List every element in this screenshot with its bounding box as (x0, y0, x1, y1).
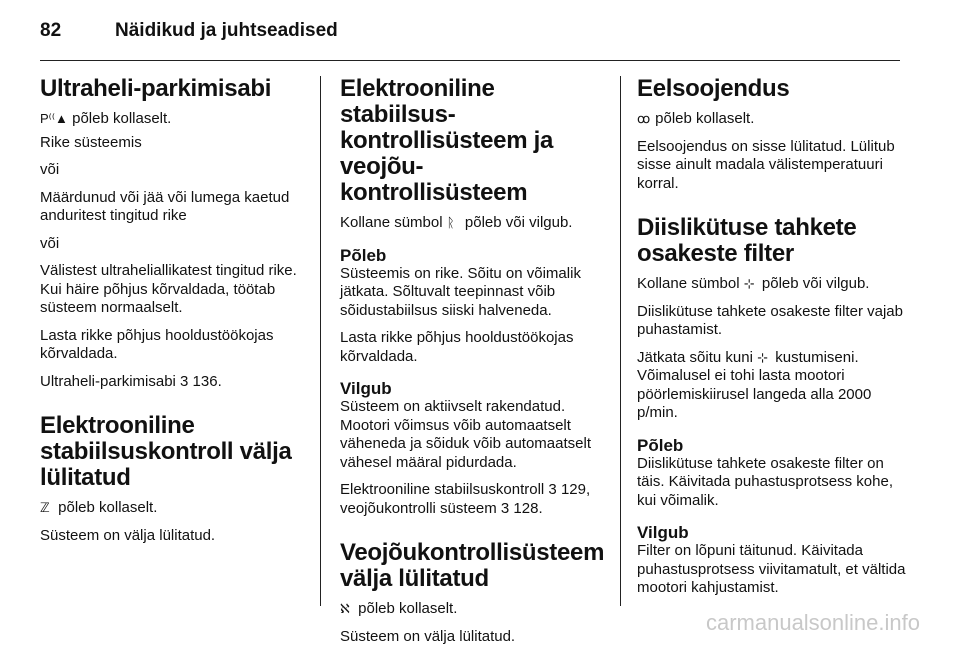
paragraph: Rike süsteemis (40, 133, 142, 151)
paragraph: Kollane sümbol ⊹ põleb või vilgub. (637, 275, 870, 292)
paragraph: Süsteemis on rike. Sõitu on võimalik jätkata. Sõltuvalt teepinnast võib sõidustabiilsus siiski halveneda. (340, 264, 581, 319)
subheading-flashing: Vilgub (340, 379, 392, 398)
column-divider-1 (320, 76, 321, 606)
tc-off-icon: ℵ (340, 601, 350, 616)
dpf-icon: ⊹ (743, 276, 755, 291)
paragraph: Diislikütuse tahkete osakeste filter on täis. Käivitada puhastusprotsess kohe, kui võimalik. (637, 454, 893, 509)
paragraph: või (40, 161, 60, 178)
esc-icon: ᚱ (446, 215, 455, 230)
column-2 (340, 76, 610, 655)
paragraph: P⁽⁽▲ põleb kollaselt. (40, 110, 172, 127)
paragraph: ℵ põleb kollaselt. (340, 600, 458, 617)
page-reference: 3 136. (180, 372, 222, 390)
paragraph: Määrdunud või jää või lumega kaetud anduritest tingitud rike (40, 188, 290, 224)
paragraph: Lasta rikke põhjus hooldustöökojas kõrvaldada. (340, 329, 574, 365)
heading-parking-assist: Ultraheli-parkimisabi (40, 75, 272, 102)
paragraph: Kollane sümbol ᚱ põleb või vilgub. (340, 214, 573, 231)
paragraph: Jätkata sõitu kuni ⊹ kustumiseni. Võimalusel ei tohi lasta mootori pöörlemiskiirusel langeda alla 2000 p/min. (637, 348, 872, 421)
paragraph: Diislikütuse tahkete osakeste filter vajab puhastamist. (637, 302, 903, 338)
paragraph: Välistest ultraheliallikatest tingitud rike. Kui häire põhjus kõrvaldada, töötab süsteem normaalselt. (40, 262, 297, 316)
subheading-flashing: Vilgub (637, 523, 689, 542)
heading-esc-off: Elektrooniline stabiilsuskontroll välja lülitatud (40, 412, 292, 491)
paragraph: Lasta rikke põhjus hooldustöökojas kõrvaldada. (40, 326, 274, 362)
parking-assist-icon: P⁽⁽▲ (40, 111, 68, 126)
subheading-on: Põleb (340, 245, 387, 265)
paragraph: või (40, 234, 60, 252)
paragraph: Elektrooniline stabiilsuskontroll 3 129, veojõukontrolli süsteem 3 128. (340, 481, 591, 517)
column-1 (40, 76, 310, 554)
heading-tc-off: Veojõukontrollisüsteem välja lülitatud (340, 539, 605, 592)
paragraph: Eelsoojendus on sisse lülitatud. Lülitub sisse ainult madala välistemperatuuri korral. (637, 137, 895, 192)
paragraph: Süsteem on välja lülitatud. (40, 526, 216, 544)
paragraph: ꝏ põleb kollaselt. (637, 110, 755, 127)
esc-off-icon: ℤ (40, 500, 50, 515)
paragraph: Süsteem on aktiivselt rakendatud. Mootori võimsus võib automaatselt väheneda ja sõiduk võib automaatselt vähesel määral pidurdada. (340, 398, 592, 471)
heading-preheating: Eelsoojendus (637, 75, 790, 102)
column-3 (637, 76, 912, 607)
subheading-on: Põleb (637, 435, 684, 455)
page-title: Näidikud ja juhtseadised (115, 20, 338, 41)
paragraph: Ultraheli-parkimisabi 3 136. (40, 372, 222, 390)
header-divider (40, 60, 900, 61)
paragraph: Filter on lõpuni täitunud. Käivitada puhastusprotsess viivitamatult, et vältida mootori kahjustamist. (637, 542, 906, 596)
glow-plug-icon: ꝏ (637, 111, 651, 126)
heading-esc-tc: Elektrooniline stabiilsus-kontrollisüsteem ja veojõu-kontrollisüsteem (340, 75, 554, 206)
watermark: carmanualsonline.info (705, 610, 920, 635)
paragraph: Süsteem on välja lülitatud. (340, 627, 516, 645)
paragraph: ℤ põleb kollaselt. (40, 499, 158, 516)
dpf-icon: ⊹ (757, 349, 768, 365)
page-number: 82 (40, 20, 62, 41)
column-divider-2 (620, 76, 621, 606)
heading-dpf: Diislikütuse tahkete osakeste filter (637, 214, 857, 267)
